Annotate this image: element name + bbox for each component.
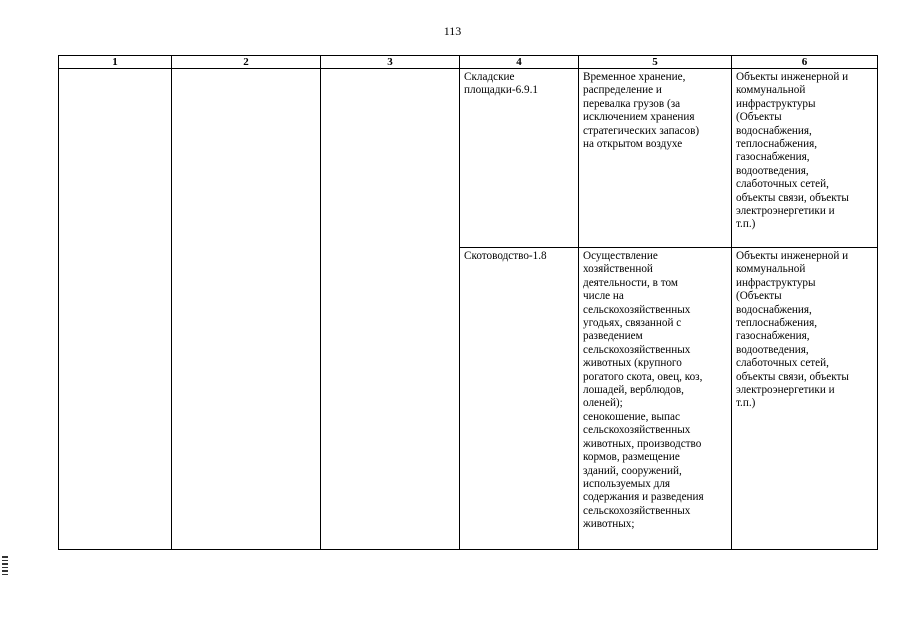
column-header-6: 6 [732,56,878,69]
scan-edge-marks [2,556,8,582]
column-header-4: 4 [460,56,579,69]
merged-empty-cell-col3 [321,69,460,550]
column-header-2: 2 [172,56,321,69]
table-row [59,69,878,248]
use-type-cell: Скотоводство-1.8 [460,248,579,550]
column-header-5: 5 [579,56,732,69]
page-number: 113 [443,24,462,38]
use-type-cell: Складские площадки-6.9.1 [460,69,579,248]
column-header-1: 1 [59,56,172,69]
permitted-objects-cell: Объекты инженерной и коммунальной инфраструктуры (Объекты водоснабжения, теплоснабжения, газоснабжения, водоотведения, слаботочных сетей, объекты связи, объекты электроэнергетики и т.п.) [732,248,878,550]
merged-empty-cell-col1 [59,69,172,550]
merged-empty-cell-col2 [172,69,321,550]
permitted-objects-cell: Объекты инженерной и коммунальной инфраструктуры (Объекты водоснабжения, теплоснабжения, газоснабжения, водоотведения, слаботочных сетей, объекты связи, объекты электроэнергетики и т.п.) [732,69,878,248]
use-description-cell: Временное хранение, распределение и перевалка грузов (за исключением хранения стратегических запасов) на открытом воздухе [579,69,732,248]
table-header-row [59,56,878,69]
zoning-table [58,55,878,550]
use-description-cell: Осуществление хозяйственной деятельности, в том числе на сельскохозяйственных угодьях, связанной с разведением сельскохозяйственных животных (крупного рогатого скота, овец, коз, лошадей, верблюдов, оленей); сенокошение, выпас сельскохозяйственных животных, производство кормов, размещение зданий, сооружений, используемых для содержания и разведения сельскохозяйственных животных; [579,248,732,550]
column-header-3: 3 [321,56,460,69]
